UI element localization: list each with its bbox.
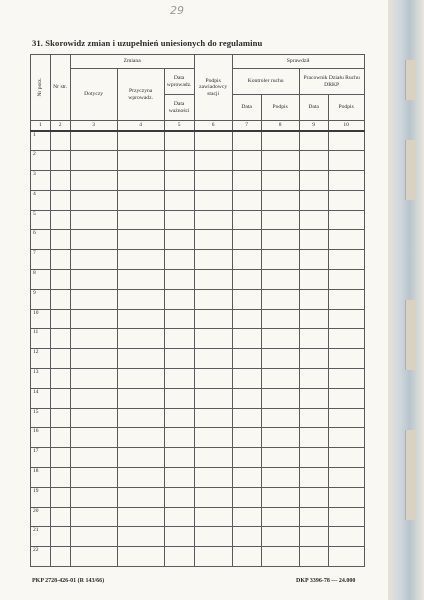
table-cell	[70, 210, 117, 230]
table-cell	[328, 448, 364, 468]
table-cell	[261, 448, 299, 468]
table-cell	[50, 230, 70, 250]
table-row	[31, 527, 365, 547]
table-cell	[194, 230, 232, 250]
table-cell	[164, 428, 194, 448]
table-cell	[70, 468, 117, 488]
table-cell	[232, 151, 261, 171]
header-przyczyna: Przyczyna wprowadz.	[117, 69, 164, 121]
table-cell	[299, 151, 328, 171]
table-cell	[70, 408, 117, 428]
table-cell	[299, 250, 328, 270]
table-cell	[261, 151, 299, 171]
table-cell	[164, 270, 194, 290]
table-cell	[50, 527, 70, 547]
table-cell	[299, 329, 328, 349]
table-cell	[261, 190, 299, 210]
table-cell	[117, 369, 164, 389]
table-cell	[70, 230, 117, 250]
column-number: 2	[50, 121, 70, 132]
table-cell	[328, 507, 364, 527]
table-cell	[50, 448, 70, 468]
table-cell	[50, 468, 70, 488]
table-cell	[117, 487, 164, 507]
table-cell	[328, 190, 364, 210]
table-row	[31, 487, 365, 507]
table-cell	[299, 408, 328, 428]
table-cell	[328, 270, 364, 290]
row-number: 3	[31, 171, 51, 191]
row-number: 6	[31, 230, 51, 250]
header-kontroler-podpis: Podpis	[261, 95, 299, 121]
table-row	[31, 210, 365, 230]
column-number: 5	[164, 121, 194, 132]
table-cell	[194, 388, 232, 408]
table-cell	[194, 270, 232, 290]
column-number: 6	[194, 121, 232, 132]
footer-form-code: PKP 2728-426-01 (R 143/66)	[32, 578, 105, 584]
table-cell	[164, 131, 194, 151]
table-cell	[328, 369, 364, 389]
row-number: 4	[31, 190, 51, 210]
table-cell	[261, 487, 299, 507]
table-cell	[164, 151, 194, 171]
table-cell	[70, 527, 117, 547]
table-cell	[194, 369, 232, 389]
table-cell	[232, 250, 261, 270]
table-cell	[50, 428, 70, 448]
header-dotyczy: Dotyczy	[70, 69, 117, 121]
table-cell	[299, 487, 328, 507]
table-row	[31, 250, 365, 270]
table-cell	[50, 507, 70, 527]
table-row	[31, 428, 365, 448]
table-row	[31, 547, 365, 567]
table-cell	[232, 547, 261, 567]
table-cell	[70, 547, 117, 567]
row-number: 21	[31, 527, 51, 547]
table-cell	[50, 349, 70, 369]
table-cell	[328, 230, 364, 250]
table-cell	[117, 448, 164, 468]
table-cell	[261, 408, 299, 428]
table-cell	[70, 151, 117, 171]
table-cell	[299, 527, 328, 547]
table-cell	[70, 329, 117, 349]
table-cell	[194, 210, 232, 230]
table-cell	[70, 309, 117, 329]
register-table	[30, 54, 365, 567]
header-pracownik-data: Data	[299, 95, 328, 121]
table-cell	[232, 408, 261, 428]
column-number: 3	[70, 121, 117, 132]
table-cell	[232, 210, 261, 230]
table-cell	[70, 487, 117, 507]
table-cell	[50, 250, 70, 270]
table-cell	[164, 309, 194, 329]
table-cell	[70, 428, 117, 448]
header-data-wprowadz: Data wprowadz.	[164, 69, 194, 95]
table-cell	[299, 547, 328, 567]
table-cell	[194, 250, 232, 270]
table-cell	[164, 527, 194, 547]
table-row	[31, 190, 365, 210]
column-number: 4	[117, 121, 164, 132]
table-row	[31, 329, 365, 349]
table-cell	[328, 468, 364, 488]
table-cell	[117, 250, 164, 270]
table-cell	[299, 428, 328, 448]
index-tab	[405, 430, 416, 520]
table-cell	[328, 151, 364, 171]
table-cell	[117, 388, 164, 408]
table-cell	[261, 210, 299, 230]
row-number: 17	[31, 448, 51, 468]
table-cell	[194, 448, 232, 468]
table-cell	[70, 507, 117, 527]
table-cell	[50, 210, 70, 230]
table-cell	[299, 171, 328, 191]
table-cell	[328, 487, 364, 507]
page-edge-tabs	[388, 0, 424, 600]
row-number: 8	[31, 270, 51, 290]
table-cell	[261, 547, 299, 567]
table-cell	[328, 309, 364, 329]
table-cell	[117, 171, 164, 191]
table-cell	[70, 289, 117, 309]
table-cell	[194, 151, 232, 171]
table-cell	[117, 151, 164, 171]
table-cell	[232, 329, 261, 349]
table-cell	[328, 349, 364, 369]
table-cell	[261, 329, 299, 349]
table-cell	[261, 289, 299, 309]
table-cell	[261, 230, 299, 250]
table-cell	[194, 507, 232, 527]
table-cell	[164, 408, 194, 428]
table-cell	[328, 171, 364, 191]
table-cell	[194, 547, 232, 567]
header-pracownik-podpis: Podpis	[328, 95, 364, 121]
table-cell	[194, 349, 232, 369]
header-nr-str: Nr str.	[50, 55, 70, 121]
row-number: 2	[31, 151, 51, 171]
table-cell	[261, 428, 299, 448]
table-cell	[117, 230, 164, 250]
table-cell	[117, 468, 164, 488]
table-cell	[70, 349, 117, 369]
table-cell	[232, 468, 261, 488]
table-row	[31, 309, 365, 329]
table-row	[31, 131, 365, 151]
header-podpis-zawiadowcy: Podpis zawiadowcy stacji	[194, 55, 232, 121]
table-cell	[70, 131, 117, 151]
table-cell	[164, 388, 194, 408]
table-cell	[117, 349, 164, 369]
table-cell	[299, 388, 328, 408]
table-cell	[232, 171, 261, 191]
table-cell	[117, 547, 164, 567]
pencil-page-number: 29	[170, 4, 184, 17]
table-row	[31, 270, 365, 290]
table-cell	[194, 408, 232, 428]
column-number: 10	[328, 121, 364, 132]
table-row	[31, 289, 365, 309]
table-cell	[194, 289, 232, 309]
table-cell	[328, 289, 364, 309]
table-cell	[50, 408, 70, 428]
table-cell	[194, 428, 232, 448]
table-cell	[164, 329, 194, 349]
table-cell	[232, 270, 261, 290]
table-cell	[194, 487, 232, 507]
table-cell	[232, 289, 261, 309]
table-cell	[232, 448, 261, 468]
table-row	[31, 230, 365, 250]
table-cell	[299, 349, 328, 369]
table-cell	[194, 309, 232, 329]
table-cell	[117, 270, 164, 290]
row-number: 16	[31, 428, 51, 448]
column-number: 1	[31, 121, 51, 132]
table-cell	[164, 289, 194, 309]
table-cell	[70, 190, 117, 210]
table-cell	[117, 507, 164, 527]
header-nr-porz: Nr porz.	[31, 55, 51, 121]
table-cell	[299, 210, 328, 230]
table-cell	[232, 428, 261, 448]
row-number: 13	[31, 369, 51, 389]
column-number: 7	[232, 121, 261, 132]
table-cell	[232, 309, 261, 329]
table-cell	[299, 309, 328, 329]
table-cell	[164, 468, 194, 488]
table-row	[31, 388, 365, 408]
table-cell	[50, 369, 70, 389]
table-row	[31, 408, 365, 428]
row-number: 12	[31, 349, 51, 369]
table-cell	[164, 487, 194, 507]
table-cell	[164, 349, 194, 369]
table-cell	[164, 507, 194, 527]
table-cell	[70, 448, 117, 468]
table-cell	[299, 507, 328, 527]
table-cell	[50, 329, 70, 349]
header-sprawdzil: Sprawdził	[232, 55, 364, 69]
table-row	[31, 369, 365, 389]
table-cell	[70, 270, 117, 290]
table-row	[31, 468, 365, 488]
table-cell	[328, 408, 364, 428]
table-cell	[194, 468, 232, 488]
table-cell	[50, 190, 70, 210]
table-row	[31, 507, 365, 527]
table-cell	[328, 250, 364, 270]
table-row	[31, 448, 365, 468]
table-cell	[261, 369, 299, 389]
table-cell	[232, 190, 261, 210]
table-cell	[299, 190, 328, 210]
row-number: 19	[31, 487, 51, 507]
header-data-waznosci: Data ważności	[164, 95, 194, 121]
table-cell	[164, 547, 194, 567]
table-cell	[50, 547, 70, 567]
row-number: 10	[31, 309, 51, 329]
table-cell	[261, 131, 299, 151]
footer-print-code: DKP 3396-78 — 24.000	[296, 578, 356, 584]
table-row	[31, 171, 365, 191]
table-cell	[50, 151, 70, 171]
table-cell	[299, 289, 328, 309]
table-cell	[194, 329, 232, 349]
row-number: 5	[31, 210, 51, 230]
table-cell	[328, 547, 364, 567]
row-number: 20	[31, 507, 51, 527]
table-cell	[261, 171, 299, 191]
table-cell	[299, 131, 328, 151]
table-cell	[164, 190, 194, 210]
table-cell	[299, 369, 328, 389]
table-cell	[50, 309, 70, 329]
table-cell	[117, 309, 164, 329]
row-number: 1	[31, 131, 51, 151]
column-number: 8	[261, 121, 299, 132]
header-pracownik-dzialu: Pracownik Działu Ruchu DRKP	[299, 69, 364, 95]
table-cell	[50, 171, 70, 191]
table-cell	[50, 388, 70, 408]
table-cell	[194, 527, 232, 547]
header-zmiana: Zmiana	[70, 55, 194, 69]
table-cell	[232, 388, 261, 408]
header-kontroler-ruchu: Kontroler ruchu	[232, 69, 299, 95]
table-cell	[261, 349, 299, 369]
table-cell	[261, 388, 299, 408]
table-cell	[117, 190, 164, 210]
table-cell	[299, 270, 328, 290]
table-cell	[232, 507, 261, 527]
table-cell	[328, 210, 364, 230]
table-cell	[117, 131, 164, 151]
table-cell	[232, 230, 261, 250]
table-cell	[299, 230, 328, 250]
table-cell	[70, 250, 117, 270]
table-cell	[164, 250, 194, 270]
table-cell	[261, 468, 299, 488]
table-cell	[194, 131, 232, 151]
table-cell	[194, 190, 232, 210]
index-tab	[405, 60, 416, 100]
row-number: 18	[31, 468, 51, 488]
table-cell	[50, 131, 70, 151]
table-cell	[70, 369, 117, 389]
table-cell	[232, 369, 261, 389]
table-cell	[117, 527, 164, 547]
table-cell	[261, 527, 299, 547]
table-cell	[164, 210, 194, 230]
table-cell	[328, 527, 364, 547]
table-cell	[328, 388, 364, 408]
table-cell	[117, 329, 164, 349]
table-cell	[117, 289, 164, 309]
page-title: 31. Skorowidz zmian i uzupełnień uniesionych do regulaminu	[32, 38, 263, 48]
table-cell	[232, 487, 261, 507]
table-cell	[232, 527, 261, 547]
table-cell	[50, 487, 70, 507]
row-number: 14	[31, 388, 51, 408]
table-cell	[164, 171, 194, 191]
table-cell	[328, 329, 364, 349]
table-cell	[261, 250, 299, 270]
table-cell	[261, 270, 299, 290]
table-cell	[261, 309, 299, 329]
table-cell	[50, 289, 70, 309]
index-tab	[405, 140, 416, 200]
table-cell	[328, 131, 364, 151]
table-cell	[232, 349, 261, 369]
row-number: 15	[31, 408, 51, 428]
row-number: 11	[31, 329, 51, 349]
row-number: 22	[31, 547, 51, 567]
index-tab	[405, 300, 416, 370]
table-cell	[299, 468, 328, 488]
table-cell	[117, 428, 164, 448]
table-cell	[117, 210, 164, 230]
table-cell	[117, 408, 164, 428]
row-number: 9	[31, 289, 51, 309]
table-cell	[164, 448, 194, 468]
table-cell	[328, 428, 364, 448]
table-row	[31, 349, 365, 369]
header-kontroler-data: Data	[232, 95, 261, 121]
table-row	[31, 151, 365, 171]
table-cell	[70, 171, 117, 191]
table-cell	[70, 388, 117, 408]
table-cell	[194, 171, 232, 191]
table-cell	[261, 507, 299, 527]
row-number: 7	[31, 250, 51, 270]
table-cell	[232, 131, 261, 151]
table-cell	[164, 230, 194, 250]
table-cell	[164, 369, 194, 389]
table-cell	[299, 448, 328, 468]
column-number: 9	[299, 121, 328, 132]
table-cell	[50, 270, 70, 290]
